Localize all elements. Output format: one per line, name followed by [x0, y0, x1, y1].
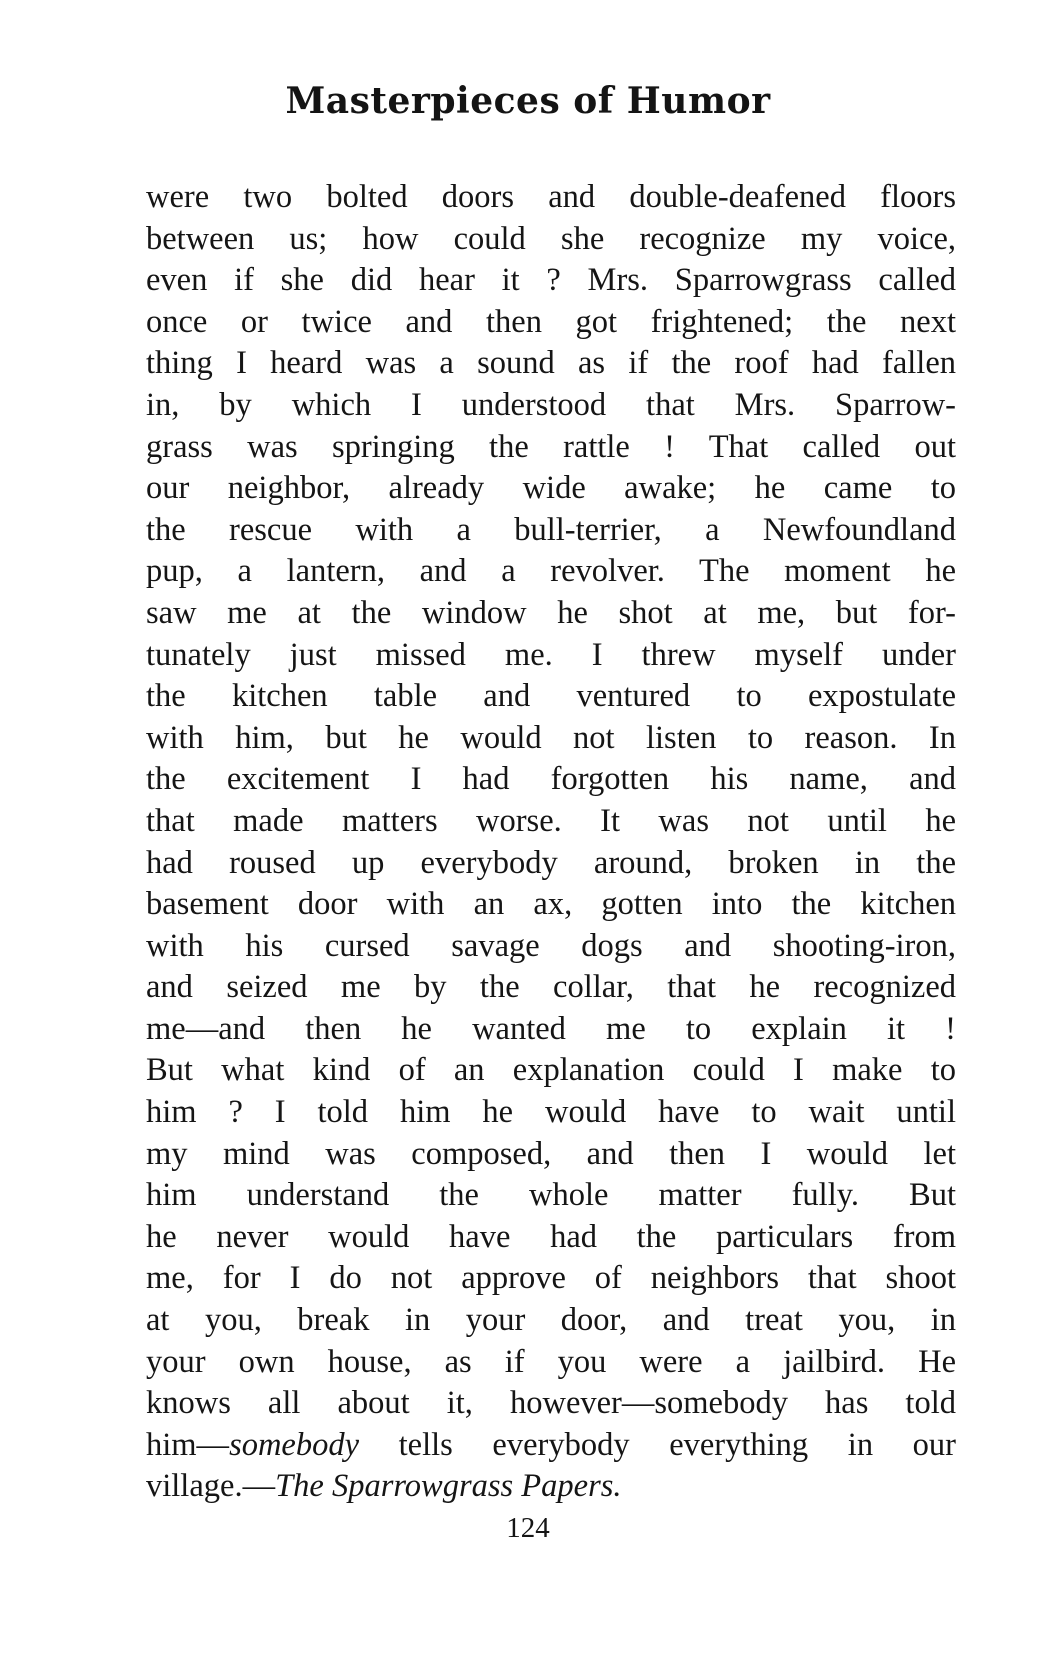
text-segment: tells everybody everything in our [359, 1426, 956, 1463]
italic-text: somebody [229, 1426, 360, 1463]
text-line: with his cursed savage dogs and shooting-iron, [146, 927, 956, 964]
text-line: my mind was composed, and then I would let [146, 1135, 956, 1172]
text-segment: him— [146, 1426, 230, 1463]
running-head: Masterpieces of Humor [285, 80, 771, 122]
text-line: between us; how could she recognize my voice, [146, 220, 956, 257]
page-number: 124 [506, 1512, 550, 1544]
text-line: me—and then he wanted me to explain it ! [146, 1010, 956, 1047]
text-line: the excitement I had forgotten his name, and [146, 761, 956, 798]
text-line: that made matters worse. It was not until he [146, 802, 956, 839]
text-line [146, 1425, 956, 1467]
text-line: tunately just missed me. I threw myself under [146, 636, 956, 673]
text-line: he never would have had the particulars from [146, 1218, 956, 1255]
text-line: in, by which I understood that Mrs. Sparrow- [146, 386, 956, 423]
text-line: pup, a lantern, and a revolver. The moment he [146, 553, 956, 590]
text-line: me, for I do not approve of neighbors that shoot [146, 1260, 956, 1297]
text-line: the rescue with a bull-terrier, a Newfoundland [146, 511, 956, 548]
text-line: were two bolted doors and double-deafened floors [146, 179, 956, 215]
text-line: our neighbor, already wide awake; he came to [146, 470, 956, 507]
source-title: The Sparrowgrass Papers. [275, 1468, 622, 1505]
text-line: saw me at the window he shot at me, but for- [146, 594, 956, 631]
text-line [146, 1466, 956, 1508]
text-line: once or twice and then got frightened; the next [146, 303, 956, 340]
text-line: him ? I told him he would have to wait until [146, 1094, 956, 1131]
text-line: even if she did hear it ? Mrs. Sparrowgrass called [146, 262, 956, 299]
text-line: the kitchen table and ventured to expostulate [146, 678, 956, 715]
text-line: with him, but he would not listen to reason. In [146, 719, 956, 756]
text-line: knows all about it, however—somebody has told [146, 1385, 956, 1422]
text-line: thing I heard was a sound as if the roof had fallen [146, 345, 956, 382]
text-line: and seized me by the collar, that he recognized [146, 969, 956, 1006]
text-line: at you, break in your door, and treat you, in [146, 1302, 956, 1339]
text-line: had roused up everybody around, broken in the [146, 844, 956, 881]
text-segment: village.— [146, 1468, 276, 1505]
text-line: your own house, as if you were a jailbird. He [146, 1343, 956, 1380]
body-text [146, 177, 956, 1508]
text-line: But what kind of an explanation could I make to [146, 1052, 956, 1089]
text-line: basement door with an ax, gotten into the kitchen [146, 886, 956, 923]
text-line: him understand the whole matter fully. But [146, 1177, 956, 1214]
text-line: grass was springing the rattle ! That called out [146, 428, 956, 465]
